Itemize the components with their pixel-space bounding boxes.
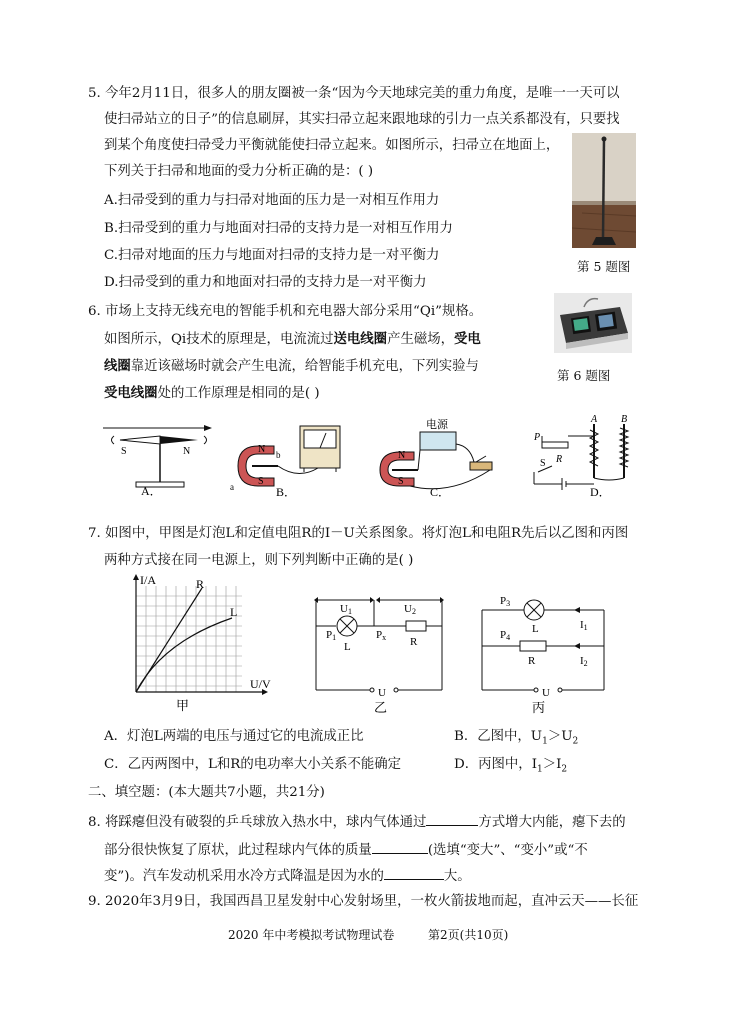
q5-line-4: 下列关于扫帚和地面的受力分析正确的是：( ) <box>104 164 374 179</box>
footer-exam-title: 2020 年中考模拟考试物理试卷 <box>228 928 395 942</box>
q6-figure-b <box>228 420 348 498</box>
svg-text:U: U <box>378 687 386 699</box>
q9-line-1: 9. 2020年3月9日，我国西昌卫星发射中心发射场里，一枚火箭拔地而起，直冲云天——长征 <box>88 894 639 909</box>
broom-photo <box>572 133 636 248</box>
svg-text:I1: I1 <box>580 619 588 632</box>
q6-line-4-rest: 处的工作原理是相同的是( ) <box>157 386 320 401</box>
q5-option-a: A.扫帚受到的重力与扫帚对地面的压力是一对相互作用力 <box>104 193 440 208</box>
q6-bold-receive: 受电 <box>454 331 481 347</box>
q6-bold-receive-coil: 受电线圈 <box>104 385 158 401</box>
svg-text:L: L <box>532 623 539 635</box>
graph-ylabel: I/A <box>140 573 156 587</box>
q5-option-c: C.扫帚对地面的压力与地面对扫帚的支持力是一对平衡力 <box>104 248 440 263</box>
section-2-heading: 二、填空题：(本大题共7小题，共21分) <box>88 785 325 800</box>
svg-text:R: R <box>528 655 536 667</box>
q6-line-3 <box>104 357 479 376</box>
q8-line-1: 8. 将踩瘪但没有破裂的乒乓球放入热水中，球内气体通过 方式增大内能，瘪下去的 <box>88 812 626 832</box>
svg-text:U1: U1 <box>340 603 352 616</box>
q6-label-d: D． <box>590 485 611 498</box>
q7-option-b: B．乙图中，$U_1>U_2$ <box>454 729 579 747</box>
svg-text:N: N <box>258 444 266 455</box>
svg-text:P1: P1 <box>326 629 337 642</box>
svg-text:A: A <box>591 414 598 425</box>
q5-figure-caption: 第 5 题图 <box>577 259 631 274</box>
q6-figure-a <box>100 418 215 496</box>
q8-line-2: 部分很快恢复了原状，此过程球内气体的质量 (选填“变大”、“变小”或“不 <box>104 840 588 860</box>
charger-photo <box>554 293 632 353</box>
svg-text:S: S <box>540 458 546 469</box>
q8-line-3: 变”)。汽车发动机采用水冷方式降温是因为水的 大。 <box>104 866 471 886</box>
q6-line-3-rest: 靠近该磁场时就会产生电流，给智能手机充电，下列实验与 <box>130 359 479 374</box>
q6-line-1: 6. 市场上支持无线充电的智能手机和充电器大部分采用“Qi”规格。 <box>88 304 483 319</box>
q7-line-2: 两种方式接在同一电源上，则下列判断中正确的是( ) <box>104 553 414 568</box>
q6-line-2-pre: 如图所示，Qi技术的原理是，电流流过 <box>104 332 334 347</box>
svg-text:电源: 电源 <box>426 419 448 431</box>
q6-line-4 <box>104 384 320 403</box>
svg-text:N: N <box>398 450 406 461</box>
svg-text:S: S <box>398 476 404 487</box>
svg-text:R: R <box>556 454 563 465</box>
q6-line-2-mid: 产生磁场， <box>387 332 455 347</box>
q7-option-c: C．乙丙两图中，L和R的电功率大小关系不能确定 <box>104 757 402 772</box>
svg-text:P4: P4 <box>500 629 511 642</box>
svg-text:P: P <box>534 432 541 443</box>
q6-label-b: B． <box>276 485 297 498</box>
q6-line-2 <box>104 330 481 349</box>
q6-figure-c <box>370 416 510 498</box>
q8-blank-2[interactable] <box>372 840 428 854</box>
svg-text:b: b <box>276 450 281 460</box>
q7-circuit-bing <box>476 590 616 714</box>
svg-text:S: S <box>258 476 264 487</box>
q6-figure-caption: 第 6 题图 <box>557 368 611 383</box>
svg-text:U2: U2 <box>404 603 416 616</box>
q8-blank-3[interactable] <box>384 866 444 880</box>
svg-text:P3: P3 <box>500 595 511 608</box>
q7-circuit-yi <box>310 592 450 714</box>
q7-option-d: D．丙图中，$I_1>I_2$ <box>454 757 568 775</box>
graph-caption-jia: 甲 <box>176 698 190 712</box>
circuit-caption-bing: 丙 <box>532 700 546 714</box>
svg-text:Px: Px <box>376 629 387 642</box>
svg-text:I2: I2 <box>580 655 588 668</box>
q5-option-b: B.扫帚受到的重力与地面对扫帚的支持力是一对相互作用力 <box>104 221 453 236</box>
q5-option-d: D.扫帚受到的重力和地面对扫帚的支持力是一对平衡力 <box>104 275 427 290</box>
q7-line-1: 7. 如图中，甲图是灯泡L和定值电阻R的I－U关系图象。将灯泡L和电阻R先后以乙图和丙图 <box>88 526 629 541</box>
svg-text:S: S <box>121 446 127 457</box>
q6-label-a: A． <box>141 484 162 496</box>
graph-label-r: R <box>196 577 205 591</box>
footer-page-number: 第2页(共10页) <box>428 928 509 942</box>
q6-label-c: C． <box>430 485 451 498</box>
q6-bold-coil: 线圈 <box>104 358 131 374</box>
svg-text:U: U <box>542 687 550 699</box>
q6-figure-d <box>528 412 640 498</box>
q8-blank-1[interactable] <box>426 812 478 826</box>
graph-label-l: L <box>230 605 238 619</box>
circuit-caption-yi: 乙 <box>374 700 388 714</box>
svg-text:L: L <box>344 641 351 653</box>
q5-line-3: 到某个角度使扫帚受力平衡就能使扫帚立起来。如图所示，扫帚立在地面上， <box>104 138 560 153</box>
q5-line-2: 使扫帚站立的日子”的信息刷屏，其实扫帚立起来跟地球的引力一点关系都没有，只要找 <box>104 112 620 127</box>
svg-text:a: a <box>230 482 234 492</box>
q7-graph-jia <box>122 572 282 712</box>
svg-text:N: N <box>183 446 191 457</box>
q6-bold-send-coil: 送电线圈 <box>333 331 388 347</box>
graph-xlabel: U/V <box>250 677 271 691</box>
q7-option-a: A．灯泡L两端的电压与通过它的电流成正比 <box>104 729 364 744</box>
svg-text:R: R <box>410 636 418 648</box>
svg-text:B: B <box>621 414 628 425</box>
q5-line-1: 5. 今年2月11日，很多人的朋友圈被一条“因为今天地球完美的重力角度，是唯一一天可以 <box>88 86 620 101</box>
